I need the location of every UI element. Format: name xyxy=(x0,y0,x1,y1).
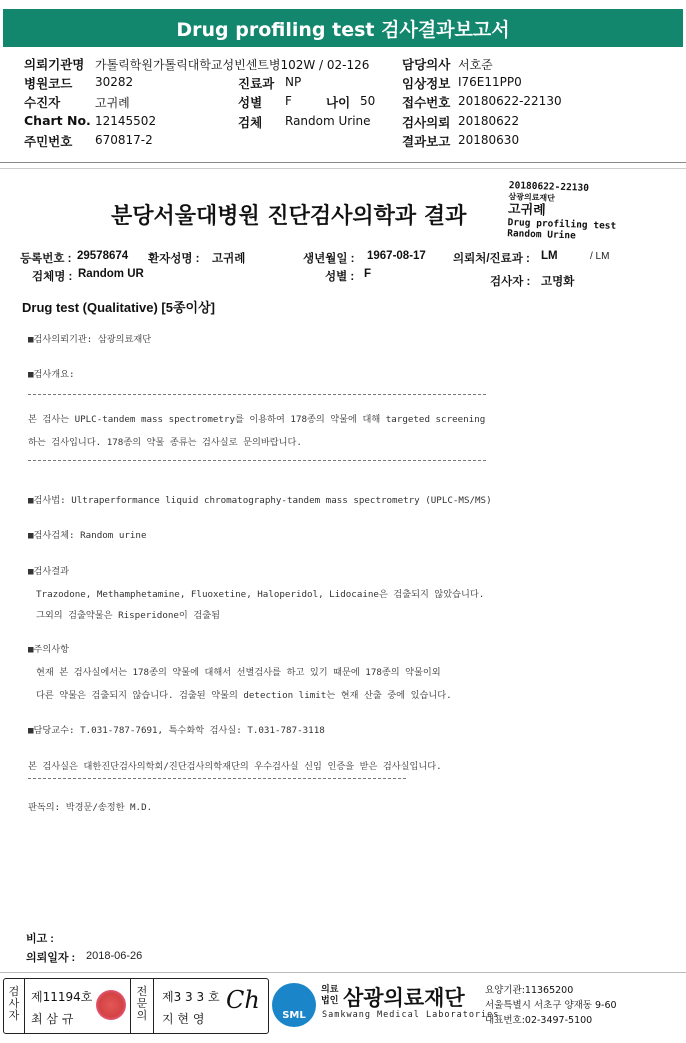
dept-value-2: / LM xyxy=(590,251,610,262)
field-label-chart-no: Chart No. xyxy=(24,113,91,128)
examiner-label: 검사자 : xyxy=(490,276,531,288)
vertical-char: 사 xyxy=(8,997,20,1010)
field-label-report-date: 결과보고 xyxy=(402,134,451,149)
specimen-name-value: Random UR xyxy=(78,268,144,280)
request-date-value: 2018-06-26 xyxy=(86,950,143,962)
dashed-divider xyxy=(28,394,486,395)
reg-no-label: 등록번호 : xyxy=(20,253,72,265)
field-label-age: 나이 xyxy=(326,95,351,110)
dept-label: 의뢰처/진료과 : xyxy=(453,253,530,265)
dob-label: 생년월일 : xyxy=(303,253,355,265)
field-label-hospital-code: 병원코드 xyxy=(24,76,73,91)
vertical-char: 자 xyxy=(8,1009,20,1022)
field-label-receipt-no: 접수번호 xyxy=(402,95,451,110)
vertical-char: 문 xyxy=(136,997,148,1010)
report-line-reader: 판독의: 박경문/송정한 M.D. xyxy=(28,802,153,813)
field-label-agency: 의뢰기관명 xyxy=(24,57,85,72)
dept-value: LM xyxy=(541,250,558,262)
divider xyxy=(130,979,131,1033)
request-date-label: 의뢰일자 : xyxy=(26,952,76,964)
dashed-divider xyxy=(28,460,486,461)
report-line-result-2: 그외의 검출약물은 Risperidone이 검출됨 xyxy=(36,610,220,621)
field-value-resident-no: 670817-2 xyxy=(95,133,153,147)
field-value-report-date: 20180630 xyxy=(458,133,520,147)
report-line-overview-2: 하는 검사입니다. 178종의 약물 종류는 검사실로 문의바랍니다. xyxy=(28,437,302,448)
report-title: Drug profiling test 검사결과보고서 xyxy=(176,18,510,41)
report-line-caution-2: 다른 약물은 검출되지 않습니다. 검출된 약물의 detection limit는 현재 산출 중에 있습니다. xyxy=(36,690,452,701)
divider xyxy=(153,979,154,1033)
sticker-line: 20180622-22130 xyxy=(508,180,590,194)
field-value-chart-no: 12145502 xyxy=(95,114,157,128)
field-value-agency: 가톨릭학원가톨릭대학교성빈센트병102W / 02-126 xyxy=(95,58,370,72)
field-label-doctor: 담당의사 xyxy=(402,57,451,72)
specimen-label-sticker xyxy=(507,180,618,243)
examiner-id: 제11194호 xyxy=(31,990,93,1004)
examiner-value: 고명화 xyxy=(541,276,575,288)
patient-name-label: 환자성명 : xyxy=(148,253,200,265)
seal-stamp-icon xyxy=(96,990,126,1020)
dashed-divider xyxy=(28,778,406,779)
report-line-contact: ■담당교수: T.031-787-7691, 특수화학 검사실: T.031-787-3118 xyxy=(28,725,325,736)
org-name-english: Samkwang Medical Laboratories xyxy=(322,1010,500,1020)
section-title: Drug test (Qualitative) [5종이상] xyxy=(22,300,215,315)
field-value-doctor: 서호준 xyxy=(458,58,493,72)
field-label-request-date: 검사의뢰 xyxy=(402,115,451,130)
report-line-result-1: Trazodone, Methamphetamine, Fluoxetine, Haloperidol, Lidocaine은 검출되지 않았습니다. xyxy=(36,589,485,600)
report-line-agency: ■검사의뢰기관: 삼광의료재단 xyxy=(28,334,152,345)
report-line-overview-1: 본 검사는 UPLC-tandem mass spectrometry를 이용하여 178종의 약물에 대해 targeted screening xyxy=(28,414,486,425)
reviewer-vertical-label xyxy=(135,986,149,1022)
sticker-line: Random Urine xyxy=(507,228,576,242)
report-line-specimen: ■검사검체: Random urine xyxy=(28,530,147,541)
field-value-hospital-code: 30282 xyxy=(95,75,134,89)
field-value-clinical-info: I76E11PP0 xyxy=(458,75,522,89)
org-prefix-line: 법인 xyxy=(321,996,339,1006)
report-line-caution-1: 현재 본 검사실에서는 178종의 약물에 대해서 선별검사를 하고 있기 때문에 178종의 약물이외 xyxy=(36,667,441,678)
divider xyxy=(0,168,686,169)
dob-value: 1967-08-17 xyxy=(367,250,426,262)
report-line-caution: ■주의사항 xyxy=(28,644,70,655)
field-value-receipt-no: 20180622-22130 xyxy=(458,94,562,108)
field-label-department: 진료과 xyxy=(238,76,275,91)
logo-text: SML xyxy=(282,1010,306,1021)
org-prefix xyxy=(321,985,338,1007)
scanned-report-title: 분당서울대병원 진단검사의학과 결과 xyxy=(111,204,467,229)
sex-value: F xyxy=(364,268,372,280)
note-label: 비고 : xyxy=(26,933,54,945)
signature: Ch xyxy=(226,986,260,1014)
divider xyxy=(0,972,686,973)
field-label-specimen: 검체 xyxy=(238,115,263,130)
org-info-phone: 대표번호:02-3497-5100 xyxy=(485,1015,593,1026)
sex-label: 성별 : xyxy=(325,271,355,283)
reg-no-value: 29578674 xyxy=(77,250,129,262)
report-title-bar xyxy=(3,9,683,47)
field-value-specimen: Random Urine xyxy=(285,114,371,128)
report-line-certification: 본 검사실은 대한진단검사의학회/진단검사의학재단의 우수검사실 신임 인증을 받은 검사실입니다. xyxy=(28,761,442,772)
sml-logo-icon xyxy=(272,983,316,1027)
examiner-vertical-label xyxy=(7,986,21,1022)
field-value-request-date: 20180622 xyxy=(458,114,520,128)
patient-name-value: 고귀례 xyxy=(212,253,246,265)
org-info-address: 서울특별시 서초구 양재동 9-60 xyxy=(485,1000,617,1011)
field-value-age: 50 xyxy=(360,94,376,108)
reviewer-id: 제3 3 3 호 xyxy=(162,990,220,1004)
vertical-char: 의 xyxy=(136,1009,148,1022)
report-line-result: ■검사결과 xyxy=(28,566,70,577)
vertical-char: 전 xyxy=(136,985,148,998)
field-value-sex: F xyxy=(285,94,292,108)
sticker-line: 삼광의료재단 xyxy=(508,192,555,203)
divider xyxy=(0,162,686,163)
reviewer-name: 지 현 영 xyxy=(162,1012,205,1026)
divider xyxy=(24,979,25,1033)
vertical-char: 검 xyxy=(8,985,20,998)
field-value-department: NP xyxy=(285,75,302,89)
report-line-overview: ■검사개요: xyxy=(28,369,75,380)
org-name: 삼광의료재단 xyxy=(343,986,465,1010)
sticker-line: 고귀례 xyxy=(507,202,546,219)
org-info-code: 요양기관:11365200 xyxy=(485,985,574,996)
examiner-name: 최 삼 규 xyxy=(31,1012,74,1026)
field-label-patient: 수진자 xyxy=(24,95,61,110)
field-value-patient: 고귀례 xyxy=(95,96,130,110)
sticker-line: Drug profiling test xyxy=(507,217,617,232)
specimen-name-label: 검체명 : xyxy=(32,271,73,283)
report-line-method: ■검사법: Ultraperformance liquid chromatography-tandem mass spectrometry (UPLC-MS/MS) xyxy=(28,495,492,506)
field-label-resident-no: 주민번호 xyxy=(24,134,73,149)
org-prefix-line: 의료 xyxy=(321,985,339,995)
field-label-clinical-info: 임상정보 xyxy=(402,76,451,91)
field-label-sex: 성별 xyxy=(238,95,263,110)
